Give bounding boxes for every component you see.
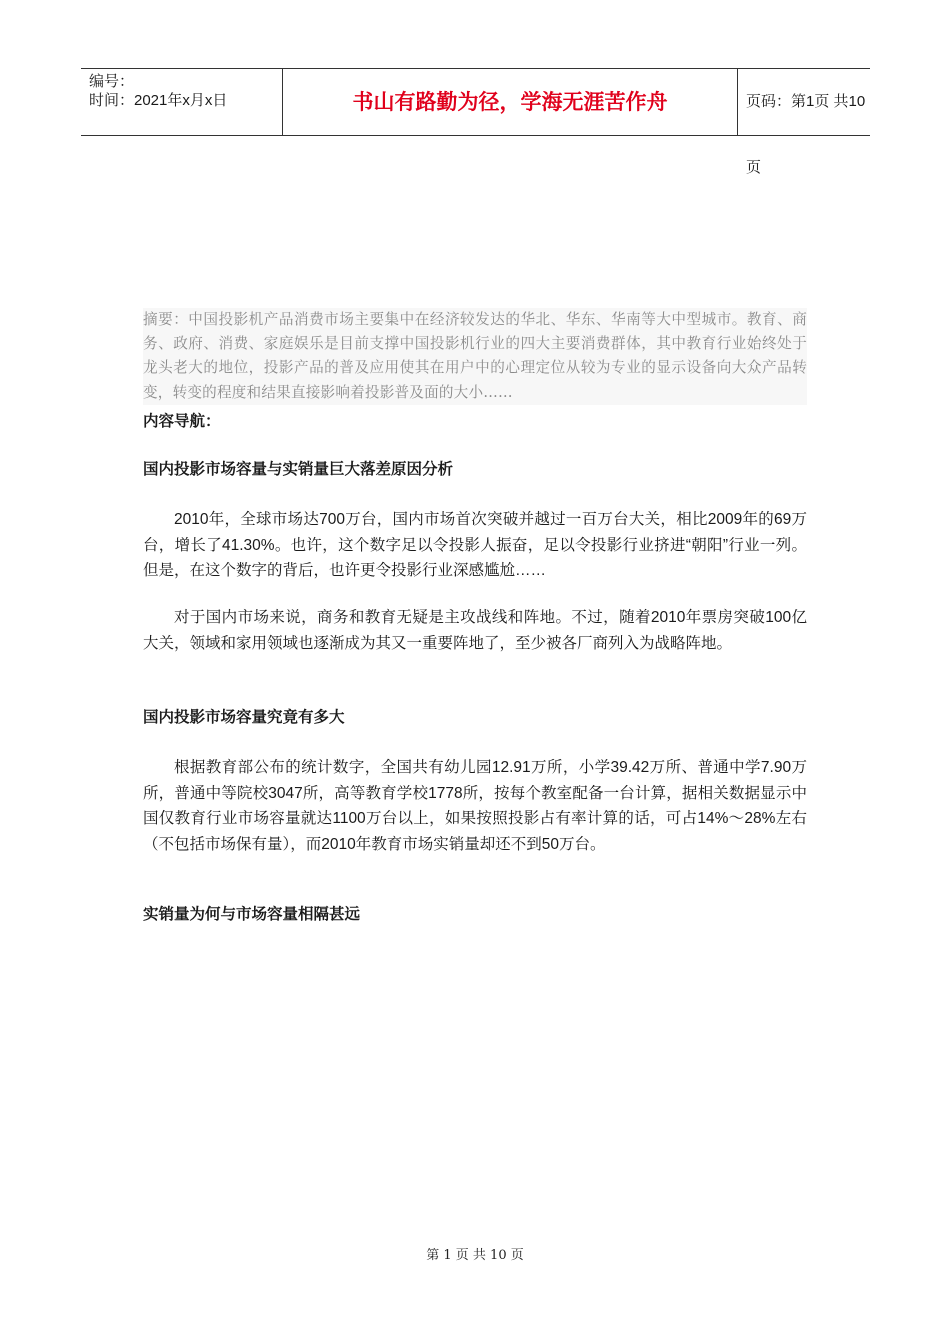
paragraph-2: 对于国内市场来说，商务和教育无疑是主攻战线和阵地。不过，随着2010年票房突破100亿大关，领域和家用领域也逐渐成为其又一重要阵地了，至少被各厂商列入为战略阵地。 [143,609,807,652]
header-page-info: 页码：第1页 共10页 [746,93,866,176]
nav-title: 内容导航： [143,413,221,430]
paragraph-3: 根据教育部公布的统计数字，全国共有幼儿园12.91万所，小学39.42万所、普通中学7.90万所，普通中等院校3047所，高等教育学校1778所，按每个教室配备一台计算，据相关数据显示中国仅教育行业市场容量就达1100万台以上，如果按照投影占有率计算的话，可占14%～28%左右（不包括市场保有量），而2010年教育市场实销量却还不到50万台。 [143,759,807,853]
abstract-text: 摘要：中国投影机产品消费市场主要集中在经济较发达的华北、华东、华南等大中型城市。教育、商务、政府、消费、家庭娱乐是目前支撑中国投影机行业的四大主要消费群体，其中教育行业始终处于龙头老大的地位，投影产品的普及应用使其在用户中的心理定位从较为专业的显示设备向大众产品转变，转变的程度和结果直接影响着投影普及面的大小…… [143,308,807,405]
header-left-cell [81,69,282,135]
header-motto: 书山有路勤为径，学海无涯苦作舟 [282,69,738,135]
section-title-1: 国内投影市场容量与实销量巨大落差原因分析 [143,461,454,478]
number-label: 编号： [89,73,135,90]
page-footer: 第 1 页 共 10 页 [426,1248,524,1263]
section-title-2: 国内投影市场容量究竟有多大 [143,709,345,726]
page-header [81,68,870,176]
time-label: 时间：2021年x月x日 [89,92,228,109]
section-title-3: 实销量为何与市场容量相隔甚远 [143,906,361,923]
paragraph-1: 2010年，全球市场达700万台，国内市场首次突破并越过一百万台大关，相比2009年的69万台，增长了41.30%。也许，这个数字足以令投影人振奋，足以令投影行业挤进“朝阳”行业一列。但是，在这个数字的背后，也许更令投影行业深感尴尬…… [143,511,807,579]
